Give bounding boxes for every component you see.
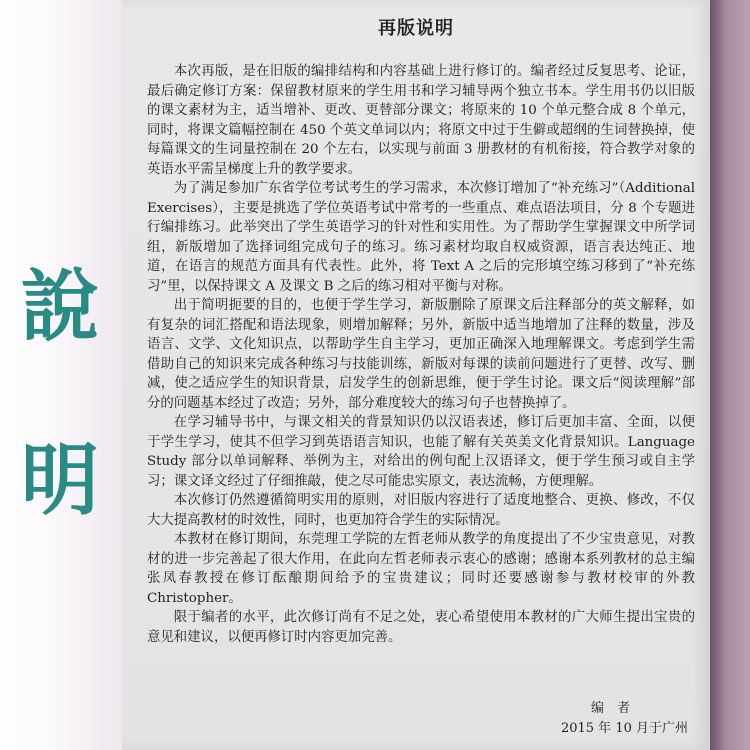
signature-date: 2015 年 10 月于广州 (560, 721, 688, 736)
body-text (147, 62, 695, 647)
signature-author: 编 者 (590, 701, 630, 716)
paragraph-2: 为了满足参加广东省学位考试考生的学习需求，本次修订增加了“补充练习”（Additional Exercises），主要是挑选了学位英语考试中常考的一些重点、难点语法项目，分 8 个专题进行编排练习。此举突出了学生英语学习的针对性和实用性。为了帮助学生掌握课文中所学词组，新版增加了选择词组完成句子的练习。练习素材均取自权威资源，语言表达纯正、地道，在语言的规范方面具有代表性。此外，将 Text A 之后的完形填空练习移到了“补充练习”里，以保持课文 A 及课文 B 之后的练习相对平衡与对称。 (147, 181, 695, 294)
paragraph-4: 在学习辅导书中，与课文相关的背景知识仍以汉语表述，修订后更加丰富、全面，以便于学生学习，使其不但学习到英语语言知识，也能了解有关英美文化背景知识。Language Study 部分以单词解释、举例为主，对给出的例句配上汉语译文，便于学生预习或自主学习；课文译文经过了仔细推敲，使之尽可能忠实原文，表达流畅，方便理解。 (147, 415, 695, 489)
paragraph-1: 本次再版，是在旧版的编排结构和内容基础上进行修订的。编者经过反复思考、论证，最后确定修订方案：保留教材原来的学生用书和学习辅导两个独立书本。学生用书仍以旧版的课文素材为主，适当增补、更改、更替部分课文；将原来的 10 个单元整合成 8 个单元，同时，将课文篇幅控制在 450 个英文单词以内；将原文中过于生僻或超纲的生词替换掉，使每篇课文的生词量控制在 20 个左右，以实现与前面 3 册教材的有机衔接，符合教学对象的英语水平需呈梯度上升的教学要求。 (147, 64, 695, 177)
page-title: 再版说明 (378, 18, 454, 39)
paragraph-5: 本次修订仍然遵循简明实用的原则，对旧版内容进行了适度地整合、更换、修改，不仅大大提高教材的时效性，同时，也更加符合学生的实际情况。 (147, 493, 695, 528)
side-label-char-1: 說 (20, 262, 99, 352)
paragraph-3: 出于简明扼要的目的，也便于学生学习，新版删除了原课文后注释部分的英文解释，如有复杂的词汇搭配和语法现象，则增加解释；另外，新版中适当地增加了注释的数量，涉及语言、文学、文化知识点，以帮助学生自主学习，更加正确深入地理解课文。考虑到学生需借助自己的知识来完成各种练习与技能训练，新版对每课的读前问题进行了更替、改写、删减，使之适应学生的知识背景，启发学生的创新思维，便于学生讨论。课文后“阅读理解”部分的问题基本经过了改造；另外，部分难度较大的练习句子也替换掉了。 (147, 298, 695, 411)
paragraph-6: 本教材在修订期间，东莞理工学院的左哲老师从教学的角度提出了不少宝贵意见，对教材的进一步完善起了很大作用，在此向左哲老师表示衷心的感谢；感谢本系列教材的总主编张凤春教授在修订酝酿期间给予的宝贵建议；同时还要感谢参与教材校审的外教 Christopher。 (147, 532, 695, 606)
left-margin-band (0, 0, 122, 750)
side-label-char-2: 明 (20, 436, 99, 526)
paragraph-7: 限于编者的水平，此次修订尚有不足之处，衷心希望使用本教材的广大师生提出宝贵的意见和建议，以便再修订时内容更加完善。 (147, 610, 695, 645)
page-edge-shadow (710, 0, 750, 750)
